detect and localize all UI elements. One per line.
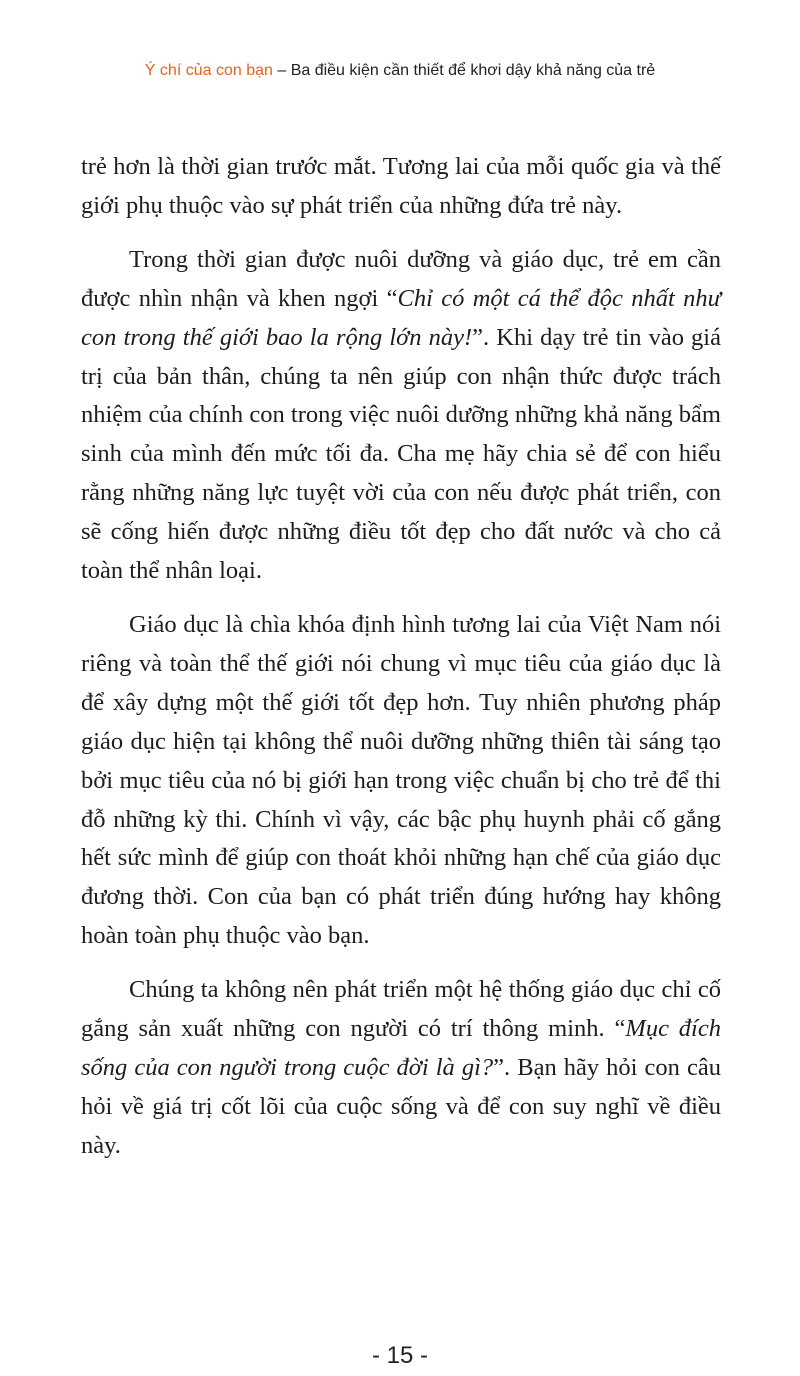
page-number: - 15 - [371, 1342, 428, 1369]
paragraph-text: trẻ hơn là thời gian trước mắt. Tương lai của mỗi quốc gia và thế giới phụ thuộc vào sự phát triển của những đứa trẻ này. [81, 153, 721, 219]
paragraph-4 [81, 971, 721, 1166]
quote-italic: Mục đích sống của con người trong cuộc đời là gì? [81, 1015, 721, 1081]
paragraph-2 [81, 241, 721, 591]
paragraph-text: Giáo dục là chìa khóa định hình tương lai của Việt Nam nói riêng và toàn thể thế giới nói chung vì mục tiêu của giáo dục là để xây dựng một thế giới tốt đẹp hơn. Tuy nhiên phương pháp giáo dục hiện tại không thể nuôi dưỡng những thiên tài sáng tạo bởi mục tiêu của nó bị giới hạn trong việc chuẩn bị cho trẻ để thi đỗ những kỳ thi. Chính vì vậy, các bậc phụ huynh phải cố gắng hết sức mình để giúp con thoát khỏi những hạn chế của giáo dục đương thời. Con của bạn có phát triển đúng hướng hay không hoàn toàn phụ thuộc vào bạn. [81, 610, 721, 950]
header-separator: – [272, 62, 291, 79]
book-title: Ý chí của con bạn [144, 62, 273, 79]
running-header [0, 62, 800, 80]
paragraph-text: ”. Bạn hãy hỏi con câu hỏi về giá trị cốt lõi của cuộc sống và để con suy nghĩ về điều này. [81, 1053, 721, 1159]
paragraph-text: ”. Khi dạy trẻ tin vào giá trị của bản thân, chúng ta nên giúp con nhận thức được trách nhiệm của chính con trong việc nuôi dưỡng những khả năng bẩm sinh của mình đến mức tối đa. Cha mẹ hãy chia sẻ để con hiểu rằng những năng lực tuyệt vời của con nếu được phát triển, con sẽ cống hiến được những điều tốt đẹp cho đất nước và cho cả toàn thể nhân loại. [81, 323, 721, 585]
chapter-subtitle: Ba điều kiện cần thiết để khơi dậy khả năng của trẻ [290, 62, 656, 79]
paragraph-1 [81, 148, 721, 226]
page-body [81, 148, 721, 1166]
paragraph-text: Trong thời gian được nuôi dưỡng và giáo dục, trẻ em cần được nhìn nhận và khen ngợi “ [81, 245, 721, 312]
quote-italic: Chỉ có một cá thể độc nhất như con trong thế giới bao la rộng lớn này! [81, 284, 721, 351]
paragraph-text: Chúng ta không nên phát triển một hệ thống giáo dục chỉ cố gắng sản xuất những con người có trí thông minh. “ [81, 976, 721, 1043]
paragraph-3 [81, 606, 721, 956]
